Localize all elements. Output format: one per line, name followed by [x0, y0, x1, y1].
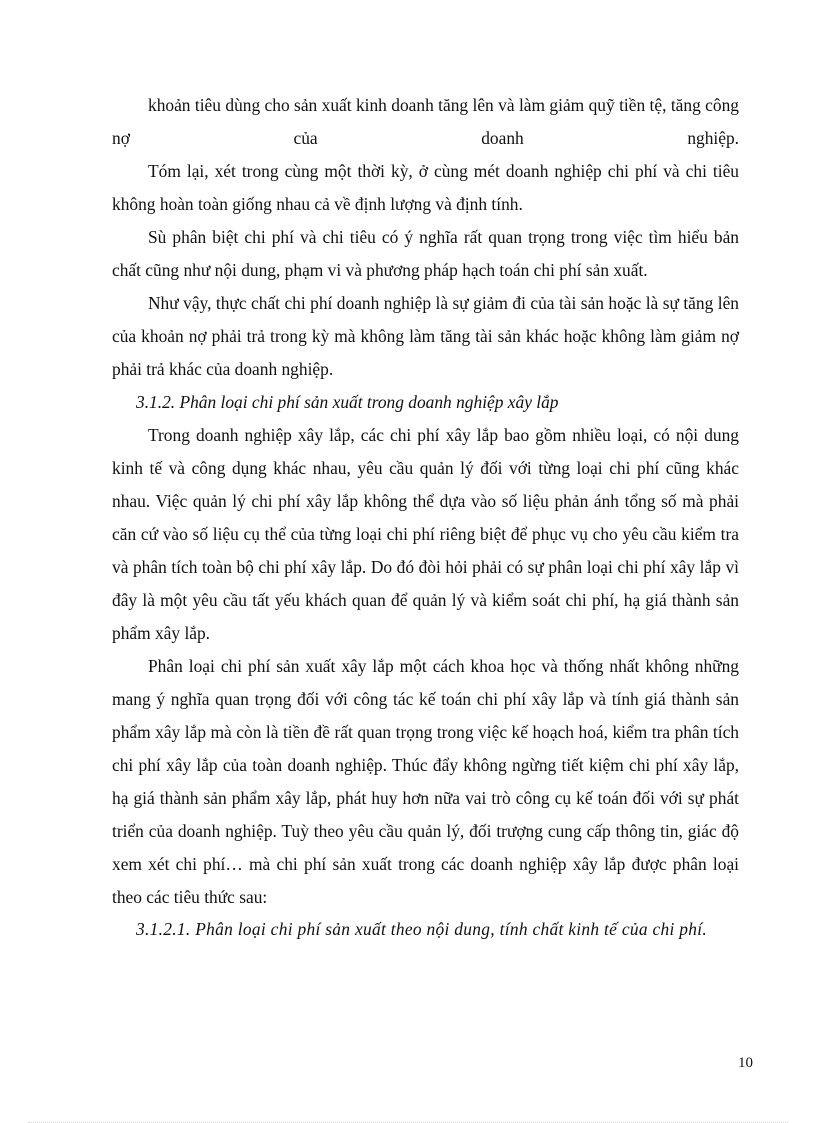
document-body: [112, 89, 739, 944]
paragraph: Sù phân biệt chi phí và chi tiêu có ý nghĩa rất quan trọng trong việc tìm hiểu bản chất cũng như nội dung, phạm vi và phương pháp hạch toán chi phí sản xuất.: [112, 227, 739, 280]
paragraph: Như vậy, thực chất chi phí doanh nghiệp là sự giảm đi của tài sản hoặc là sự tăng lên của khoản nợ phải trả trong kỳ mà không làm tăng tài sản khác hoặc không làm giảm nợ phải trả khác của doanh nghiệp.: [112, 293, 739, 379]
section-heading: 3.1.2. Phân loại chi phí sản xuất trong doanh nghiệp xây lắp: [136, 392, 559, 412]
paragraph: khoản tiêu dùng cho sản xuất kinh doanh tăng lên và làm giảm quỹ tiền tệ, tăng công nợ của doanh nghiệp.: [112, 95, 739, 148]
paragraph: Trong doanh nghiệp xây lắp, các chi phí xây lắp bao gồm nhiều loại, có nội dung kinh tế và công dụng khác nhau, yêu cầu quản lý đối với từng loại chi phí cũng khác nhau. Việc quản lý chi phí xây lắp không thể dựa vào số liệu phản ánh tổng số mà phải căn cứ vào số liệu cụ thể của từng loại chi phí riêng biệt để phục vụ cho yêu cầu kiểm tra và phân tích toàn bộ chi phí xây lắp. Do đó đòi hỏi phải có sự phân loại chi phí xây lắp vì đây là một yêu cầu tất yếu khách quan để quản lý và kiểm soát chi phí, hạ giá thành sản phẩm xây lắp.: [112, 425, 739, 643]
paragraph: Phân loại chi phí sản xuất xây lắp một cách khoa học và thống nhất không những mang ý nghĩa quan trọng đối với công tác kế toán chi phí xây lắp và tính giá thành sản phẩm xây lắp mà còn là tiền đề rất quan trọng trong việc kế hoạch hoá, kiểm tra phân tích chi phí xây lắp của toàn doanh nghiệp. Thúc đẩy không ngừng tiết kiệm chi phí xây lắp, hạ giá thành sản phẩm xây lắp, phát huy hơn nữa vai trò công cụ kế toán đối với sự phát triển của doanh nghiệp. Tuỳ theo yêu cầu quản lý, đối trượng cung cấp thông tin, giác độ xem xét chi phí… mà chi phí sản xuất trong các doanh nghiệp xây lắp được phân loại theo các tiêu thức sau:: [112, 656, 739, 907]
paragraph: Tóm lại, xét trong cùng một thời kỳ, ở cùng mét doanh nghiệp chi phí và chi tiêu không hoàn toàn giống nhau cả về định lượng và định tính.: [112, 161, 739, 214]
subsection-heading: 3.1.2.1. Phân loại chi phí sản xuất theo nội dung, tính chất kinh tế của chi phí.: [136, 919, 708, 939]
page-number: 10: [738, 1055, 753, 1071]
